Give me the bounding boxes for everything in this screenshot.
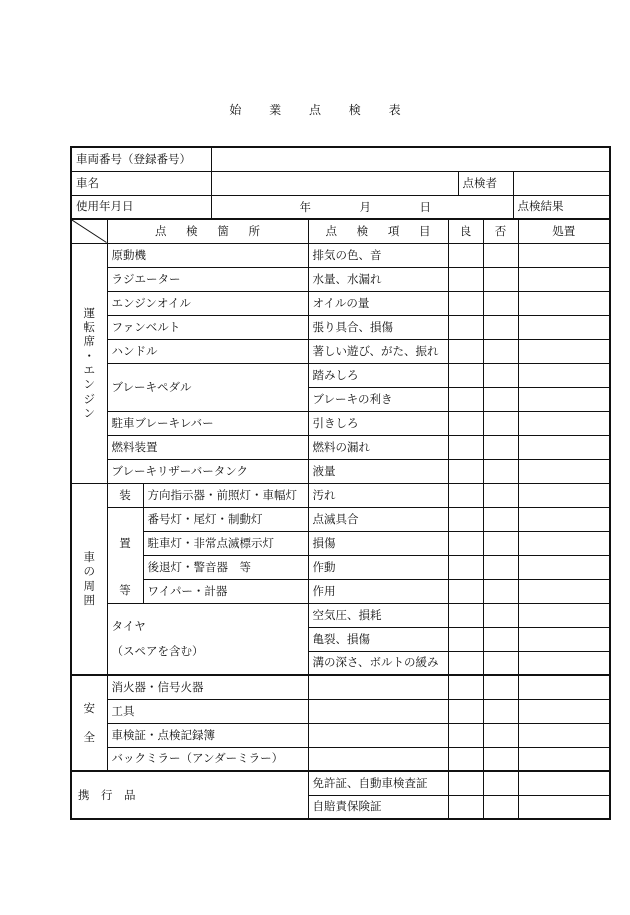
item-cell: 空気圧、損耗 bbox=[308, 603, 448, 627]
result-label: 点検結果 bbox=[513, 195, 610, 219]
item-cell: 汚れ bbox=[308, 483, 448, 507]
table-row bbox=[71, 267, 610, 291]
item-cell: 液量 bbox=[308, 459, 448, 483]
item-cell: 溝の深さ、ボルトの緩み bbox=[308, 651, 448, 675]
bad-cell[interactable] bbox=[483, 339, 518, 363]
location-cell: ファンベルト bbox=[107, 315, 308, 339]
inspector-field[interactable] bbox=[513, 171, 610, 195]
bad-cell[interactable] bbox=[483, 291, 518, 315]
bad-cell[interactable] bbox=[483, 483, 518, 507]
good-cell[interactable] bbox=[448, 675, 483, 699]
table-row bbox=[71, 459, 610, 483]
good-cell[interactable] bbox=[448, 627, 483, 651]
section-carry-label: 携 行 品 bbox=[71, 771, 308, 819]
item-cell: 引きしろ bbox=[308, 411, 448, 435]
good-cell[interactable] bbox=[448, 555, 483, 579]
tire-location-cell bbox=[107, 603, 308, 675]
action-cell[interactable] bbox=[518, 699, 610, 723]
bad-cell[interactable] bbox=[483, 507, 518, 531]
table-row bbox=[71, 507, 610, 531]
good-cell[interactable] bbox=[448, 723, 483, 747]
action-cell[interactable] bbox=[518, 771, 610, 795]
action-cell[interactable] bbox=[518, 267, 610, 291]
action-cell[interactable] bbox=[518, 723, 610, 747]
action-cell[interactable] bbox=[518, 795, 610, 819]
tire-sublabel: （スペアを含む） bbox=[111, 643, 204, 658]
good-cell[interactable] bbox=[448, 507, 483, 531]
item-cell bbox=[308, 675, 448, 699]
location-cell: 方向指示器・前照灯・車幅灯 bbox=[143, 483, 308, 507]
item-cell: 亀裂、損傷 bbox=[308, 627, 448, 651]
bad-cell[interactable] bbox=[483, 243, 518, 267]
section-engine-text: 運 転 席 ・ エ ン ジ ン bbox=[83, 305, 95, 421]
item-cell: ブレーキの利き bbox=[308, 387, 448, 411]
location-cell: 燃料装置 bbox=[107, 435, 308, 459]
good-cell[interactable] bbox=[448, 579, 483, 603]
good-cell[interactable] bbox=[448, 411, 483, 435]
item-cell: 作用 bbox=[308, 579, 448, 603]
bad-cell[interactable] bbox=[483, 603, 518, 627]
action-cell[interactable] bbox=[518, 507, 610, 531]
action-cell[interactable] bbox=[518, 411, 610, 435]
header-table bbox=[70, 146, 611, 220]
location-cell: 車検証・点検記録簿 bbox=[107, 723, 308, 747]
lights-group-spacer bbox=[107, 555, 143, 579]
good-cell[interactable] bbox=[448, 363, 483, 387]
action-cell[interactable] bbox=[518, 627, 610, 651]
diagonal-line bbox=[72, 220, 107, 243]
bad-cell[interactable] bbox=[483, 723, 518, 747]
lights-group-spacer bbox=[107, 507, 143, 531]
table-row bbox=[71, 699, 610, 723]
table-row bbox=[71, 435, 610, 459]
bad-cell[interactable] bbox=[483, 579, 518, 603]
action-cell[interactable] bbox=[518, 483, 610, 507]
location-cell: 駐車ブレーキレバー bbox=[107, 411, 308, 435]
table-row bbox=[71, 603, 610, 627]
item-cell: 張り具合、損傷 bbox=[308, 315, 448, 339]
bad-cell[interactable] bbox=[483, 411, 518, 435]
good-cell[interactable] bbox=[448, 771, 483, 795]
location-cell: 番号灯・尾灯・制動灯 bbox=[143, 507, 308, 531]
month-label: 月 bbox=[359, 199, 371, 214]
header-row-date bbox=[71, 195, 610, 219]
col-bad: 否 bbox=[483, 219, 518, 243]
inspector-label: 点検者 bbox=[458, 171, 513, 195]
table-row bbox=[71, 483, 610, 507]
column-header-row bbox=[71, 219, 610, 243]
bad-cell[interactable] bbox=[483, 627, 518, 651]
location-cell: エンジンオイル bbox=[107, 291, 308, 315]
location-cell: 原動機 bbox=[107, 243, 308, 267]
header-row-vehicle-no bbox=[71, 147, 610, 171]
location-cell: ブレーキペダル bbox=[107, 363, 308, 411]
item-cell: 損傷 bbox=[308, 531, 448, 555]
action-cell[interactable] bbox=[518, 459, 610, 483]
table-row bbox=[71, 363, 610, 387]
col-item: 点 検 項 目 bbox=[308, 219, 448, 243]
page-title: 始 業 点 検 表 bbox=[229, 103, 413, 117]
table-row bbox=[71, 291, 610, 315]
action-cell[interactable] bbox=[518, 651, 610, 675]
item-cell: 水量、水漏れ bbox=[308, 267, 448, 291]
bad-cell[interactable] bbox=[483, 315, 518, 339]
good-cell[interactable] bbox=[448, 603, 483, 627]
good-cell[interactable] bbox=[448, 243, 483, 267]
location-cell: ラジエーター bbox=[107, 267, 308, 291]
location-cell: 工具 bbox=[107, 699, 308, 723]
inspection-table bbox=[70, 218, 611, 820]
bad-cell[interactable] bbox=[483, 459, 518, 483]
item-cell: 排気の色、音 bbox=[308, 243, 448, 267]
good-cell[interactable] bbox=[448, 531, 483, 555]
section-safety-text: 安 全 bbox=[83, 701, 95, 745]
item-cell: 著しい遊び、がた、振れ bbox=[308, 339, 448, 363]
good-cell[interactable] bbox=[448, 291, 483, 315]
lights-group-char-3: 等 bbox=[107, 579, 143, 603]
bad-cell[interactable] bbox=[483, 795, 518, 819]
bad-cell[interactable] bbox=[483, 699, 518, 723]
table-row bbox=[71, 723, 610, 747]
good-cell[interactable] bbox=[448, 795, 483, 819]
table-row bbox=[71, 579, 610, 603]
date-field[interactable] bbox=[211, 195, 513, 219]
good-cell[interactable] bbox=[448, 651, 483, 675]
col-action: 処置 bbox=[518, 219, 610, 243]
action-cell[interactable] bbox=[518, 387, 610, 411]
bad-cell[interactable] bbox=[483, 555, 518, 579]
table-row bbox=[71, 243, 610, 267]
good-cell[interactable] bbox=[448, 483, 483, 507]
action-cell[interactable] bbox=[518, 243, 610, 267]
good-cell[interactable] bbox=[448, 387, 483, 411]
action-cell[interactable] bbox=[518, 363, 610, 387]
location-cell: ワイパー・計器 bbox=[143, 579, 308, 603]
day-label: 日 bbox=[419, 199, 431, 214]
vehicle-name-label: 車名 bbox=[71, 171, 211, 195]
bad-cell[interactable] bbox=[483, 531, 518, 555]
good-cell[interactable] bbox=[448, 699, 483, 723]
bad-cell[interactable] bbox=[483, 387, 518, 411]
action-cell[interactable] bbox=[518, 291, 610, 315]
table-row bbox=[71, 771, 610, 795]
year-label: 年 bbox=[299, 199, 311, 214]
action-cell[interactable] bbox=[518, 435, 610, 459]
bad-cell[interactable] bbox=[483, 267, 518, 291]
action-cell[interactable] bbox=[518, 675, 610, 699]
item-cell: 点滅具合 bbox=[308, 507, 448, 531]
good-cell[interactable] bbox=[448, 459, 483, 483]
item-cell: 燃料の漏れ bbox=[308, 435, 448, 459]
action-cell[interactable] bbox=[518, 603, 610, 627]
item-cell: 作動 bbox=[308, 555, 448, 579]
table-row bbox=[71, 555, 610, 579]
action-cell[interactable] bbox=[518, 339, 610, 363]
item-cell: オイルの量 bbox=[308, 291, 448, 315]
table-row bbox=[71, 315, 610, 339]
good-cell[interactable] bbox=[448, 435, 483, 459]
table-row bbox=[71, 339, 610, 363]
section-exterior-label bbox=[71, 483, 107, 675]
col-good: 良 bbox=[448, 219, 483, 243]
action-cell[interactable] bbox=[518, 747, 610, 771]
table-row bbox=[71, 411, 610, 435]
section-engine-label bbox=[71, 243, 107, 483]
bad-cell[interactable] bbox=[483, 435, 518, 459]
bad-cell[interactable] bbox=[483, 771, 518, 795]
item-cell: 免許証、自動車検査証 bbox=[308, 771, 448, 795]
action-cell[interactable] bbox=[518, 555, 610, 579]
date-label: 使用年月日 bbox=[71, 195, 211, 219]
vehicle-no-label: 車両番号（登録番号） bbox=[71, 147, 211, 171]
good-cell[interactable] bbox=[448, 339, 483, 363]
good-cell[interactable] bbox=[448, 315, 483, 339]
location-cell: バックミラー（アンダーミラー） bbox=[107, 747, 308, 771]
location-cell: ブレーキリザーバータンク bbox=[107, 459, 308, 483]
item-cell: 踏みしろ bbox=[308, 363, 448, 387]
location-cell: 駐車灯・非常点滅標示灯 bbox=[143, 531, 308, 555]
corner-diagonal-cell bbox=[71, 219, 107, 243]
lights-group-char-1: 装 bbox=[107, 483, 143, 507]
action-cell[interactable] bbox=[518, 315, 610, 339]
table-row bbox=[71, 675, 610, 699]
item-cell bbox=[308, 747, 448, 771]
location-cell: 後退灯・警音器 等 bbox=[143, 555, 308, 579]
header-row-vehicle-name bbox=[71, 171, 610, 195]
bad-cell[interactable] bbox=[483, 363, 518, 387]
action-cell[interactable] bbox=[518, 531, 610, 555]
location-cell: ハンドル bbox=[107, 339, 308, 363]
section-exterior-text: 車 の 周 囲 bbox=[83, 550, 95, 608]
table-row bbox=[71, 531, 610, 555]
col-location: 点 検 箇 所 bbox=[107, 219, 308, 243]
section-safety-label bbox=[71, 675, 107, 771]
lights-group-char-2: 置 bbox=[107, 531, 143, 555]
action-cell[interactable] bbox=[518, 579, 610, 603]
location-cell: 消火器・信号火器 bbox=[107, 675, 308, 699]
good-cell[interactable] bbox=[448, 267, 483, 291]
item-cell bbox=[308, 723, 448, 747]
vehicle-no-field[interactable] bbox=[211, 147, 610, 171]
vehicle-name-field[interactable] bbox=[211, 171, 458, 195]
item-cell bbox=[308, 699, 448, 723]
item-cell: 自賠責保険証 bbox=[308, 795, 448, 819]
good-cell[interactable] bbox=[448, 747, 483, 771]
tire-label: タイヤ bbox=[111, 619, 146, 634]
table-row bbox=[71, 747, 610, 771]
bad-cell[interactable] bbox=[483, 747, 518, 771]
bad-cell[interactable] bbox=[483, 675, 518, 699]
bad-cell[interactable] bbox=[483, 651, 518, 675]
